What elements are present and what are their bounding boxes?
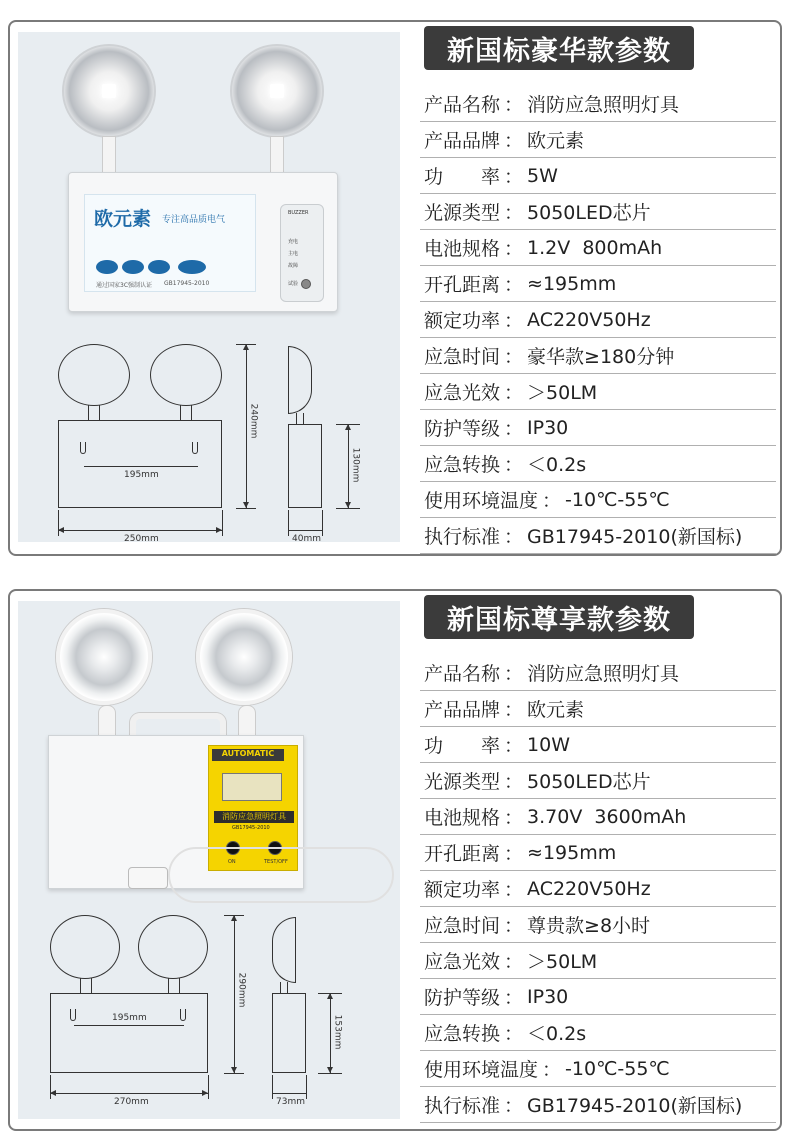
spec-separator: ：	[504, 843, 524, 865]
spec-separator: ：	[504, 663, 524, 685]
dim-body-tick-top	[336, 424, 360, 425]
drawing-side-body	[272, 993, 306, 1073]
spec-row	[420, 266, 776, 302]
spec-value: 5W	[527, 164, 558, 187]
dim-body-tick-bottom	[318, 1073, 342, 1074]
test-button-icon	[301, 279, 311, 289]
spec-value: ＞50LM	[527, 951, 598, 973]
drawing-front-body	[50, 993, 208, 1073]
dim-total-height-tick-top	[236, 344, 256, 345]
spec-value: 1.2V 800mAh	[527, 236, 663, 259]
dim-body-height-line	[348, 424, 349, 508]
indicator-label-charge: 充电	[288, 239, 299, 245]
drawing-hook-left	[80, 442, 86, 454]
spec-row	[420, 871, 776, 907]
spec-label: 产品品牌	[424, 130, 501, 152]
buzzer-label: BUZZER	[288, 210, 309, 216]
spec-row	[420, 122, 776, 158]
spec-row	[420, 1015, 776, 1051]
dim-total-height-tick-top	[224, 915, 244, 916]
spec-value: 豪华款≥180分钟	[527, 346, 675, 368]
drawing-hook-right	[192, 442, 198, 454]
dim-depth: 40mm	[292, 534, 321, 544]
spec-row	[420, 835, 776, 871]
spec-row	[420, 1087, 776, 1123]
spec-label: 产品名称	[424, 663, 501, 685]
cert-logo-2	[122, 260, 144, 274]
spec-label: 功 率	[424, 166, 501, 188]
spec-value: -10℃-55℃	[565, 1057, 670, 1080]
standard-line: GB17945-2010	[164, 280, 210, 287]
spec-separator: ：	[504, 310, 524, 332]
spec-row	[420, 230, 776, 266]
spec-row	[420, 727, 776, 763]
spec-separator: ：	[504, 915, 524, 937]
automatic-label: AUTOMATIC	[212, 749, 284, 761]
spec-value: IP30	[527, 416, 569, 439]
spec-separator: ：	[504, 879, 524, 901]
spec-value: AC220V50Hz	[527, 877, 651, 900]
spec-row	[420, 482, 776, 518]
dim-body-height-line	[330, 993, 331, 1073]
dim-total-width-tick-left	[58, 510, 59, 536]
spec-value: 欧元素	[527, 130, 585, 152]
spec-label: 应急光效	[424, 382, 501, 404]
spec-label: 电池规格	[424, 807, 501, 829]
spec-separator: ：	[504, 166, 524, 188]
left-lamp-head	[56, 609, 152, 705]
dim-body-height: 130mm	[350, 447, 361, 483]
spec-separator: ：	[504, 418, 524, 440]
spec-separator: ：	[542, 490, 562, 512]
spec-separator: ：	[504, 526, 524, 548]
spec-row	[420, 763, 776, 799]
spec-separator: ：	[504, 735, 524, 757]
dim-depth: 73mm	[276, 1097, 305, 1107]
cert-logo-1	[96, 260, 118, 274]
dim-body-height: 153mm	[332, 1014, 343, 1050]
power-plug-icon	[128, 867, 168, 889]
dim-total-width-line	[58, 530, 222, 531]
spec-separator: ：	[504, 1095, 524, 1117]
standard-line: GB17945-2010	[232, 825, 270, 831]
left-lamp-stem	[98, 705, 116, 737]
brand-name: 欧元素	[94, 208, 152, 230]
dim-total-width-tick-right	[222, 510, 223, 536]
dim-inner-width: 195mm	[112, 1013, 147, 1023]
spec-label: 应急转换	[424, 454, 501, 476]
spec-value: 消防应急照明灯具	[527, 94, 680, 116]
spec-value: ＞50LM	[527, 382, 598, 404]
dim-total-height: 240mm	[248, 403, 259, 439]
spec-value: 5050LED芯片	[527, 202, 651, 224]
dim-total-width: 250mm	[124, 534, 159, 544]
drawing-side-body	[288, 424, 322, 508]
deluxe-product-image-area	[18, 32, 400, 542]
spec-row	[420, 518, 776, 554]
spec-separator: ：	[504, 454, 524, 476]
dim-total-height-tick-bottom	[224, 1073, 244, 1074]
spec-row	[420, 302, 776, 338]
drawing-front-left-stem	[80, 978, 92, 994]
dim-total-height-line	[234, 915, 235, 1073]
spec-row	[420, 943, 776, 979]
spec-separator: ：	[504, 94, 524, 116]
brand-slogan: 专注高品质电气	[162, 215, 226, 225]
dim-total-height: 290mm	[236, 972, 247, 1008]
spec-value: 消防应急照明灯具	[527, 663, 680, 685]
spec-value: -10℃-55℃	[565, 488, 670, 511]
drawing-front-right-stem	[180, 405, 192, 421]
spec-separator: ：	[504, 238, 524, 260]
spec-row	[420, 979, 776, 1015]
deluxe-spec-panel	[8, 20, 782, 556]
dim-depth-tick-right	[322, 510, 323, 536]
right-lamp-head	[196, 609, 292, 705]
spec-row	[420, 799, 776, 835]
dim-total-height-line	[246, 344, 247, 508]
drawing-side-head	[288, 346, 312, 414]
spec-label: 应急时间	[424, 915, 501, 937]
spec-row	[420, 655, 776, 691]
spec-label: 光源类型	[424, 202, 501, 224]
spec-row	[420, 194, 776, 230]
spec-separator: ：	[504, 699, 524, 721]
spec-separator: ：	[504, 987, 524, 1009]
spec-row	[420, 86, 776, 122]
left-lamp-stem	[102, 136, 116, 176]
spec-row	[420, 338, 776, 374]
spec-value: ≈195mm	[527, 272, 617, 295]
spec-label: 执行标准	[424, 526, 501, 548]
spec-label: 使用环境温度	[424, 490, 539, 512]
drawing-front-left-head	[50, 915, 120, 979]
spec-value: GB17945-2010(新国标)	[527, 1095, 743, 1117]
spec-label: 开孔距离	[424, 843, 501, 865]
premium-spec-list	[420, 655, 776, 1123]
right-lamp-head	[230, 44, 324, 138]
spec-label: 额定功率	[424, 879, 501, 901]
spec-label: 电池规格	[424, 238, 501, 260]
spec-label: 额定功率	[424, 310, 501, 332]
spec-label: 应急转换	[424, 1023, 501, 1045]
on-button-label: ON	[228, 859, 236, 865]
premium-spec-panel	[8, 589, 782, 1131]
dim-total-height-tick-bottom	[236, 508, 256, 509]
drawing-front-left-head	[58, 344, 130, 406]
spec-row	[420, 1051, 776, 1087]
spec-row	[420, 374, 776, 410]
drawing-side-head	[272, 917, 296, 983]
dim-depth-line	[272, 1093, 306, 1094]
spec-separator: ：	[504, 346, 524, 368]
spec-separator: ：	[504, 382, 524, 404]
dim-total-width: 270mm	[114, 1097, 149, 1107]
spec-separator: ：	[504, 1023, 524, 1045]
dim-body-tick-bottom	[336, 508, 360, 509]
dim-depth-tick-left	[272, 1075, 273, 1099]
spec-value: ＜0.2s	[527, 454, 587, 476]
dim-body-tick-top	[318, 993, 342, 994]
spec-row	[420, 446, 776, 482]
spec-label: 应急时间	[424, 346, 501, 368]
dim-total-width-tick-right	[208, 1075, 209, 1099]
spec-label: 产品名称	[424, 94, 501, 116]
drawing-hook-right	[180, 1009, 186, 1021]
spec-separator: ：	[504, 771, 524, 793]
dim-inner-width: 195mm	[124, 470, 159, 480]
spec-label: 功 率	[424, 735, 501, 757]
spec-label: 防护等级	[424, 987, 501, 1009]
spec-separator: ：	[504, 130, 524, 152]
spec-label: 光源类型	[424, 771, 501, 793]
status-display	[222, 773, 282, 801]
spec-value: ＜0.2s	[527, 1023, 587, 1045]
spec-value: AC220V50Hz	[527, 308, 651, 331]
drawing-inner-width-line	[74, 1025, 184, 1026]
spec-label: 防护等级	[424, 418, 501, 440]
cert-line: 通过国家3C强制认证	[96, 282, 153, 289]
drawing-front-right-head	[150, 344, 222, 406]
spec-label: 使用环境温度	[424, 1059, 539, 1081]
power-cable	[168, 847, 394, 903]
deluxe-title: 新国标豪华款参数	[424, 26, 694, 70]
deluxe-spec-list	[420, 86, 776, 554]
cert-logo-4	[178, 260, 206, 274]
spec-label: 应急光效	[424, 951, 501, 973]
dim-depth-tick-right	[306, 1075, 307, 1099]
spec-label: 开孔距离	[424, 274, 501, 296]
drawing-front-body	[58, 420, 222, 508]
spec-value: ≈195mm	[527, 841, 617, 864]
spec-value: 尊贵款≥8小时	[527, 915, 651, 937]
drawing-hook-left	[70, 1009, 76, 1021]
indicator-label-test: 试验	[288, 281, 299, 287]
drawing-front-left-stem	[88, 405, 100, 421]
spec-separator: ：	[504, 951, 524, 973]
dim-total-width-line	[50, 1093, 208, 1094]
drawing-inner-width-line	[84, 466, 198, 467]
drawing-front-right-stem	[168, 978, 180, 994]
dim-depth-line	[288, 530, 322, 531]
left-lamp-head	[62, 44, 156, 138]
spec-value: IP30	[527, 985, 569, 1008]
drawing-front-right-head	[138, 915, 208, 979]
premium-product-image-area	[18, 601, 400, 1119]
spec-value: 3.70V 3600mAh	[527, 805, 687, 828]
indicator-label-main: 主电	[288, 251, 299, 257]
product-name-label: 消防应急照明灯具	[214, 811, 294, 823]
spec-row	[420, 158, 776, 194]
test-button-label: TEST/OFF	[264, 859, 288, 865]
cert-logo-3	[148, 260, 170, 274]
right-lamp-stem	[238, 705, 256, 737]
right-lamp-stem	[270, 136, 284, 176]
spec-label: 执行标准	[424, 1095, 501, 1117]
spec-row	[420, 410, 776, 446]
dim-depth-tick-left	[288, 510, 289, 536]
spec-value: 10W	[527, 733, 570, 756]
spec-value: GB17945-2010(新国标)	[527, 526, 743, 548]
spec-separator: ：	[542, 1059, 562, 1081]
spec-row	[420, 691, 776, 727]
spec-separator: ：	[504, 274, 524, 296]
spec-separator: ：	[504, 202, 524, 224]
spec-value: 5050LED芯片	[527, 771, 651, 793]
dim-total-width-tick-left	[50, 1075, 51, 1099]
spec-label: 产品品牌	[424, 699, 501, 721]
spec-row	[420, 907, 776, 943]
premium-title: 新国标尊享款参数	[424, 595, 694, 639]
spec-value: 欧元素	[527, 699, 585, 721]
indicator-label-fault: 故障	[288, 263, 299, 269]
spec-separator: ：	[504, 807, 524, 829]
